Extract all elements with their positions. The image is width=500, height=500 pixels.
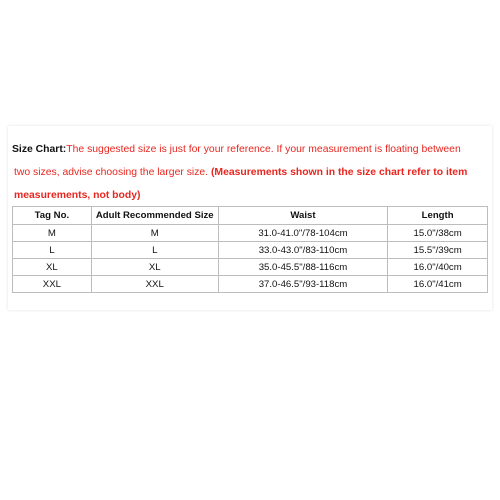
header-tag-no: Tag No. xyxy=(13,207,92,225)
table-row xyxy=(13,276,488,293)
size-chart-label: Size Chart: xyxy=(12,144,67,155)
cell-waist: 33.0-43.0"/83-110cm xyxy=(218,242,388,259)
cell-tag-no: L xyxy=(13,242,92,259)
cell-recommended-size: XL xyxy=(91,259,218,276)
header-waist: Waist xyxy=(218,207,388,225)
cell-waist: 37.0-46.5"/93-118cm xyxy=(218,276,388,293)
cell-recommended-size: L xyxy=(91,242,218,259)
table-header-row xyxy=(13,207,488,225)
note-line-3: measurements, not body) xyxy=(14,190,141,201)
cell-length: 15.0"/38cm xyxy=(388,225,488,242)
cell-tag-no: XXL xyxy=(13,276,92,293)
header-length: Length xyxy=(388,207,488,225)
cell-waist: 35.0-45.5"/88-116cm xyxy=(218,259,388,276)
cell-waist: 31.0-41.0"/78-104cm xyxy=(218,225,388,242)
cell-length: 16.0"/41cm xyxy=(388,276,488,293)
cell-recommended-size: XXL xyxy=(91,276,218,293)
note-line-2 xyxy=(12,161,488,184)
cell-tag-no: XL xyxy=(13,259,92,276)
note-text-2: two sizes, advise choosing the larger size. xyxy=(14,167,211,178)
note-text-1: The suggested size is just for your reference. If your measurement is floating between xyxy=(66,144,461,155)
note-bold-text-2: (Measurements shown in the size chart refer to item xyxy=(210,167,468,178)
note-line-1 xyxy=(12,138,488,161)
cell-recommended-size: M xyxy=(91,225,218,242)
table-row xyxy=(13,242,488,259)
cell-length: 15.5"/39cm xyxy=(388,242,488,259)
cell-tag-no: M xyxy=(13,225,92,242)
header-adult-recommended-size: Adult Recommended Size xyxy=(91,207,218,225)
size-table xyxy=(12,206,488,293)
size-chart-note xyxy=(12,138,488,207)
table-row xyxy=(13,259,488,276)
cell-length: 16.0"/40cm xyxy=(388,259,488,276)
table-row xyxy=(13,225,488,242)
